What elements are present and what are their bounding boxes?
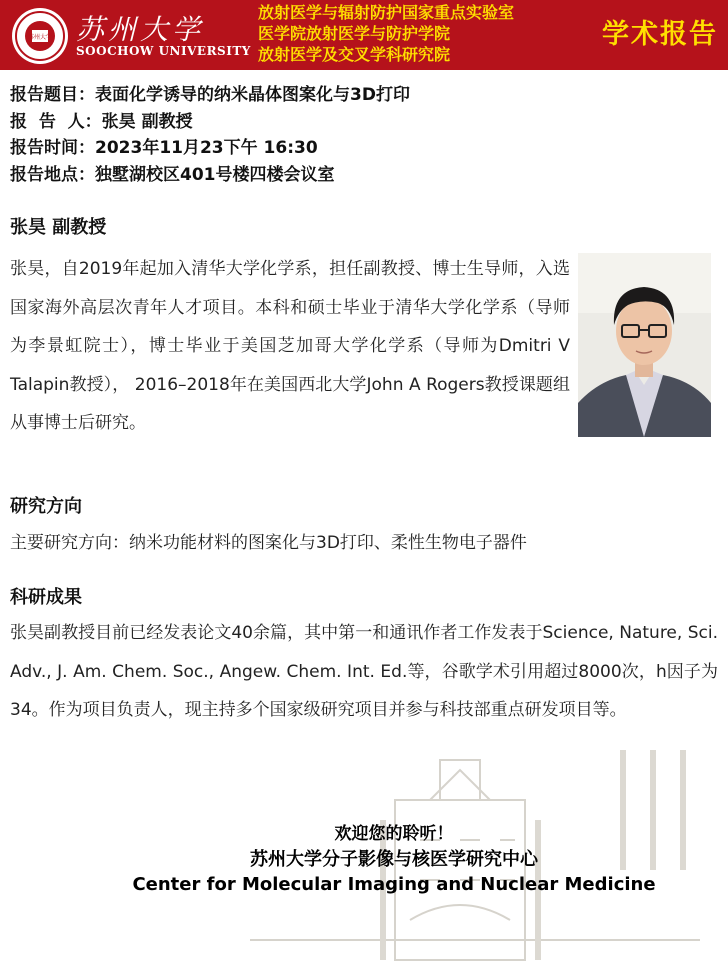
unit-list [258,2,514,65]
report-info [10,82,410,188]
seal-text: 苏州大学 [27,34,53,41]
speaker-bio: 张昊，自2019年起加入清华大学化学系，担任副教授、博士生导师，入选国家海外高层次青年人才项目。本科和硕士毕业于清华大学化学系（导师为李景虹院士），博士毕业于美国芝加哥大学化学系（导师为Dmitri V Talapin教授）， 2016–2018年在美国西北大学John A Rogers教授课题组从事博士后研究。 [10,259,570,433]
unit-item: 医学院放射医学与防护学院 [258,24,451,43]
research-text: 主要研究方向：纳米功能材料的图案化与3D打印、柔性生物电子器件 [10,533,527,553]
footer [0,822,728,897]
report-location: 报告地点：独墅湖校区401号楼四楼会议室 [10,164,335,185]
center-name-cn: 苏州大学分子影像与核医学研究中心 [250,849,538,870]
speaker-heading: 张昊 副教授 [10,217,107,238]
research-heading: 研究方向 [10,496,82,517]
unit-item: 放射医学及交叉学科研究院 [258,45,451,64]
header-banner [0,0,728,70]
university-seal-icon [10,6,70,66]
center-name-en: Center for Molecular Imaging and Nuclear Medicine [132,874,656,895]
speaker-portrait-icon [578,253,711,437]
achievements-heading: 科研成果 [10,587,82,608]
achievements-text: 张昊副教授目前已经发表论文40余篇，其中第一和通讯作者工作发表于Science, Nature, Sci. Adv., J. Am. Chem. Soc., Angew. Chem. Int. Ed.等，谷歌学术引用超过8000次，h因子为34。作为项目负责人，现主持多个国家级研究项目并参与科技部重点研发项目等。 [10,623,718,720]
report-speaker: 报 告 人：张昊 副教授 [10,111,193,132]
university-name-cn: 苏州大学 [76,13,205,46]
welcome-text: 欢迎您的聆听！ [334,824,454,844]
report-title: 报告题目：表面化学诱导的纳米晶体图案化与3D打印 [10,85,410,105]
university-name-en: SOOCHOW UNIVERSITY [76,44,251,58]
report-time: 报告时间：2023年11月23下午 16:30 [10,138,318,158]
unit-item: 放射医学与辐射防护国家重点实验室 [258,3,515,22]
academic-report-tag: 学术报告 [602,19,718,50]
